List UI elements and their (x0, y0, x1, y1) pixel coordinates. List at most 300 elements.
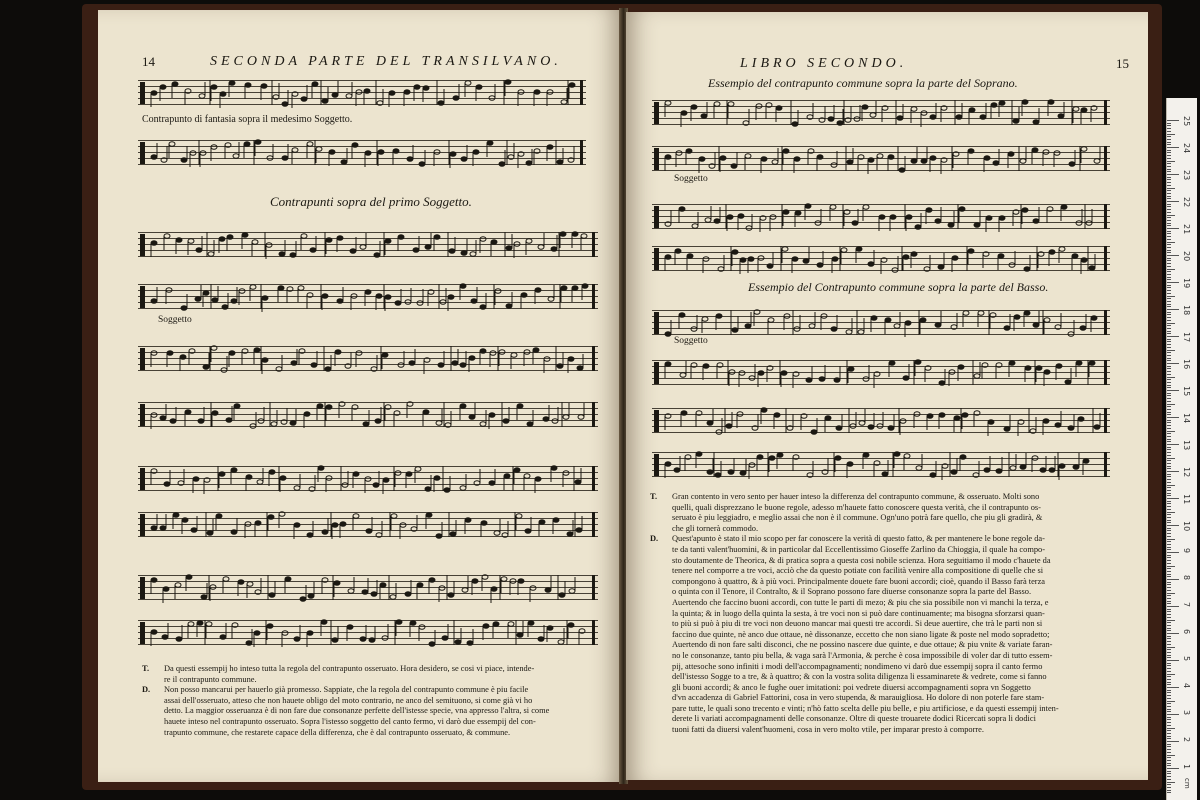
clef-mark (140, 404, 145, 426)
note-head (414, 85, 420, 90)
note-head (424, 358, 430, 363)
note-head (930, 156, 936, 161)
note-head (369, 638, 375, 643)
dialogue-text: Auertendo che faccino buoni accordi, con tutte le parti di mezo; & piu che sia possibile non vi manchi la terza, e (672, 597, 1049, 607)
note-head (1024, 267, 1030, 272)
note-head (1044, 370, 1050, 375)
ruler-minor-tick (1167, 223, 1171, 224)
ruler-minor-tick (1167, 679, 1171, 680)
note-head (405, 300, 411, 305)
note-head (452, 361, 458, 366)
note-head (1032, 456, 1038, 461)
note-head (1008, 152, 1014, 157)
ruler-number: 2 (1182, 737, 1191, 743)
note-head (255, 521, 261, 526)
note-head (356, 90, 362, 95)
note-head (732, 250, 738, 255)
note-head (805, 204, 811, 209)
note-head (703, 257, 709, 262)
dialogue-line (650, 683, 1122, 694)
ruler-minor-tick (1167, 152, 1171, 153)
music-staff (652, 452, 1110, 478)
ruler-minor-tick (1167, 277, 1171, 278)
note-head (801, 414, 807, 419)
speaker-mark: T. (142, 664, 150, 673)
ruler-minor-tick (1167, 185, 1171, 186)
note-head (332, 93, 338, 98)
note-head (181, 158, 187, 163)
note-head (988, 420, 994, 425)
note-head (835, 456, 841, 461)
note-head (175, 583, 181, 588)
note-head (882, 472, 888, 477)
note-head (792, 122, 798, 127)
note-head (238, 580, 244, 585)
note-head (390, 595, 396, 600)
note-head (185, 410, 191, 415)
note-head (162, 635, 168, 640)
note-head (1038, 252, 1044, 257)
note-head (691, 327, 697, 332)
ruler-unit: cm (1183, 778, 1191, 789)
note-head (960, 455, 966, 460)
note-head (191, 528, 197, 533)
heading-soprano: Essempio del contrapunto commune sopra la parte del Soprano. (708, 76, 1018, 90)
music-staff (138, 466, 598, 492)
dialogue-line (142, 728, 608, 739)
note-head (487, 141, 493, 146)
ruler-minor-tick (1167, 274, 1171, 275)
note-head (220, 92, 226, 97)
ruler-minor-tick (1167, 557, 1171, 558)
ruler-minor-tick (1167, 746, 1171, 747)
dialogue-text: Auertendo di non fare salti disconci, che ne possino nascere due quinte, e due ottaue; & piu vnite & variate faran- (672, 640, 1053, 650)
note-head (198, 419, 204, 424)
dialogue-text: sto doutamente de Theorica, & di pratica sopra a questa cosi nobile scienza. Hora seguitiamo il modo c'hauete da (672, 555, 1051, 565)
ruler-minor-tick (1167, 547, 1171, 548)
note-head (489, 96, 495, 101)
ruler-minor-tick (1167, 158, 1171, 159)
note-head (161, 158, 167, 163)
ruler-minor-tick (1167, 296, 1175, 297)
note-head (461, 251, 467, 256)
note-head (774, 413, 780, 418)
note-head (429, 578, 435, 583)
note-head (195, 297, 201, 302)
note-head (234, 404, 240, 409)
note-head (1083, 459, 1089, 464)
note-head (480, 305, 486, 310)
note-head (567, 532, 573, 537)
ruler-minor-tick (1167, 695, 1171, 696)
note-head (382, 636, 388, 641)
note-head (326, 238, 332, 243)
note-head (952, 256, 958, 261)
dialogue-text: compongono à quattro, & à più voci. Principalmente douete fare buoni accordi; cioè, quando il Basso farà terza (672, 576, 1046, 586)
note-head (229, 351, 235, 356)
ruler-minor-tick (1167, 236, 1171, 237)
music-staff (138, 140, 586, 166)
note-head (516, 514, 522, 519)
ruler-number: 24 (1182, 143, 1191, 154)
dialogue-text: te da tanti valent'huomini, & in particolar dal Eccellentissimo Gioseffe Zarlino da Chioggia, il quale ha compo- (672, 544, 1046, 554)
ruler-minor-tick (1167, 706, 1171, 707)
note-head (803, 259, 809, 264)
note-head (526, 161, 532, 166)
note-head (337, 299, 343, 304)
final-bar (580, 80, 583, 105)
ruler-minor-tick (1167, 676, 1171, 677)
note-head (438, 363, 444, 368)
dialogue-line (650, 725, 1122, 736)
note-head (925, 366, 931, 371)
ruler-minor-tick (1167, 506, 1171, 507)
note-head (517, 404, 523, 409)
note-head (426, 513, 432, 518)
note-head (410, 621, 416, 626)
ruler-minor-tick (1167, 347, 1171, 348)
notation (652, 444, 1110, 486)
note-head (533, 348, 539, 353)
ruler-minor-tick (1167, 584, 1171, 585)
note-head (974, 374, 980, 379)
note-head (290, 421, 296, 426)
note-head (212, 411, 218, 416)
note-head (868, 262, 874, 267)
note-head (375, 419, 381, 424)
note-head (568, 357, 574, 362)
note-head (783, 149, 789, 154)
note-head (582, 284, 588, 289)
note-head (806, 378, 812, 383)
note-head (282, 102, 288, 107)
ruler-minor-tick (1167, 398, 1171, 399)
note-head (366, 529, 372, 534)
note-head (374, 253, 380, 258)
note-head (687, 254, 693, 259)
ruler-minor-tick (1167, 220, 1171, 221)
note-head (362, 590, 368, 595)
note-head (793, 372, 799, 377)
ruler-minor-tick (1167, 487, 1171, 488)
dialogue-line (650, 492, 1122, 503)
ruler-minor-tick (1167, 728, 1175, 729)
note-head (490, 351, 496, 356)
ruler-minor-tick (1167, 258, 1171, 259)
dialogue-text: derete li variati accompagnamenti delle consonanze. Oltre di queste trouarete dodici Ricercati sopra li dodici (672, 714, 1036, 724)
note-head (1020, 465, 1026, 470)
note-head (1049, 468, 1055, 473)
ruler-tick (1167, 228, 1179, 229)
ruler-minor-tick (1167, 212, 1171, 213)
ruler-number: 25 (1182, 116, 1191, 127)
speaker-mark: D. (650, 534, 659, 544)
note-head (956, 115, 962, 120)
note-head (220, 635, 226, 640)
ruler-tick (1167, 687, 1179, 688)
ruler-minor-tick (1167, 776, 1171, 777)
note-head (1032, 148, 1038, 153)
ruler-minor-tick (1167, 544, 1171, 545)
note-head (714, 102, 720, 107)
note-head (749, 376, 755, 381)
note-head (732, 328, 738, 333)
note-head (754, 310, 760, 315)
note-head (298, 286, 304, 291)
note-head (376, 533, 382, 538)
ruler-minor-tick (1167, 533, 1171, 534)
ruler-minor-tick (1167, 576, 1171, 577)
note-head (267, 156, 273, 161)
note-head (1091, 106, 1097, 111)
ruler-minor-tick (1167, 177, 1171, 178)
notation (652, 138, 1110, 180)
note-head (185, 89, 191, 94)
ruler-tick (1167, 768, 1179, 769)
note-head (483, 624, 489, 629)
note-head (686, 149, 692, 154)
note-head (679, 207, 685, 212)
ruler-minor-tick (1167, 703, 1171, 704)
ruler-minor-tick (1167, 657, 1171, 658)
ruler-minor-tick (1167, 420, 1171, 421)
note-head (911, 159, 917, 164)
note-head (172, 82, 178, 87)
note-head (308, 594, 314, 599)
note-head (770, 215, 776, 220)
note-head (322, 530, 328, 535)
note-head (1068, 332, 1074, 337)
note-head (885, 318, 891, 323)
ruler-minor-tick (1167, 247, 1171, 248)
note-head (825, 416, 831, 421)
note-head (255, 140, 261, 145)
ruler-tick (1167, 174, 1179, 175)
ruler-minor-tick (1167, 717, 1171, 718)
dialogue-line (142, 675, 608, 686)
note-head (781, 371, 787, 376)
note-head (250, 285, 256, 290)
clef-mark (654, 362, 659, 384)
note-head (740, 258, 746, 263)
ruler-number: 3 (1182, 710, 1191, 716)
ruler-minor-tick (1167, 460, 1171, 461)
left-running-head: SECONDA PARTE DEL TRANSILVANO. (210, 54, 562, 69)
note-head (268, 515, 274, 520)
ruler-minor-tick (1167, 698, 1171, 699)
note-head (239, 289, 245, 294)
ruler-minor-tick (1167, 512, 1175, 513)
note-head (1033, 219, 1039, 224)
note-head (258, 419, 264, 424)
note-head (1048, 100, 1054, 105)
note-head (808, 149, 814, 154)
notation (138, 394, 598, 436)
note-head (1089, 361, 1095, 366)
ruler-minor-tick (1167, 665, 1171, 666)
note-head (233, 154, 239, 159)
ruler-minor-tick (1167, 490, 1171, 491)
note-head (963, 311, 969, 316)
note-head (939, 381, 945, 386)
note-head (761, 408, 767, 413)
note-head (262, 358, 268, 363)
ruler-minor-tick (1167, 682, 1171, 683)
ruler-minor-tick (1167, 528, 1171, 529)
ruler-number: 9 (1182, 548, 1191, 554)
note-head (329, 150, 335, 155)
note-head (959, 207, 965, 212)
note-head (728, 470, 734, 475)
ruler-minor-tick (1167, 522, 1171, 523)
note-head (831, 327, 837, 332)
note-head (551, 466, 557, 471)
note-head (407, 157, 413, 162)
ruler-tick (1167, 120, 1179, 121)
note-head (681, 111, 687, 116)
note-head (702, 317, 708, 322)
note-head (665, 332, 671, 337)
note-head (889, 361, 895, 366)
note-head (373, 483, 379, 488)
ruler-minor-tick (1167, 341, 1171, 342)
note-head (534, 149, 540, 154)
note-head (232, 623, 238, 628)
ruler-minor-tick (1167, 568, 1171, 569)
note-head (547, 145, 553, 150)
note-head (462, 588, 468, 593)
note-head (460, 284, 466, 289)
ruler-minor-tick (1167, 171, 1171, 172)
music-staff (652, 100, 1110, 126)
note-head (904, 454, 910, 459)
note-head (990, 313, 996, 318)
caption-fantasia: Contrapunto di fantasia sopra il medesimo Soggetto. (142, 114, 353, 125)
note-head (326, 476, 332, 481)
note-head (518, 90, 524, 95)
note-head (807, 115, 813, 120)
ruler-tick (1167, 390, 1179, 391)
note-head (1080, 326, 1086, 331)
note-head (930, 473, 936, 478)
note-head (999, 101, 1005, 106)
note-head (705, 218, 711, 223)
note-head (294, 637, 300, 642)
dialogue-text: Quest'apunto è stato il mio scopo per far conoscere la verità di questo fatto, & per mantenere le bone regole da- (672, 534, 1045, 544)
note-head (151, 91, 157, 96)
ruler-minor-tick (1167, 555, 1171, 556)
note-head (242, 233, 248, 238)
ruler-minor-tick (1167, 601, 1171, 602)
note-head (201, 595, 207, 600)
note-head (841, 248, 847, 253)
notation (138, 612, 598, 654)
dialogue-text: tuoni fatti da diuersi valent'huomeni, cosa in vero molto vtile, per imparar presto à comporre. (672, 725, 984, 735)
ruler-minor-tick (1167, 263, 1171, 264)
ruler-minor-tick (1167, 266, 1171, 267)
note-head (1054, 151, 1060, 156)
note-head (692, 224, 698, 229)
note-head (279, 512, 285, 517)
note-head (291, 361, 297, 366)
note-head (903, 255, 909, 260)
note-head (870, 113, 876, 118)
note-head (557, 364, 563, 369)
ruler-minor-tick (1167, 404, 1175, 405)
note-head (1081, 108, 1087, 113)
ruler-tick (1167, 498, 1179, 499)
note-head (371, 367, 377, 372)
note-head (208, 252, 214, 257)
ruler-minor-tick (1167, 320, 1171, 321)
final-bar (592, 346, 595, 371)
ruler-minor-tick (1167, 603, 1171, 604)
note-head (294, 523, 300, 528)
ruler-number: 6 (1182, 629, 1191, 635)
heading-contrapunti: Contrapunti sopra del primo Soggetto. (270, 194, 472, 209)
note-head (1036, 366, 1042, 371)
note-head (758, 256, 764, 261)
final-bar (1104, 452, 1107, 477)
note-head (471, 299, 477, 304)
note-head (352, 405, 358, 410)
ruler-number: 10 (1182, 521, 1191, 532)
final-bar (1104, 360, 1107, 385)
ruler-minor-tick (1167, 196, 1171, 197)
note-head (968, 249, 974, 254)
note-head (560, 232, 566, 237)
note-head (739, 371, 745, 376)
dialogue-line (650, 704, 1122, 715)
note-head (1056, 364, 1062, 369)
ruler-minor-tick (1167, 301, 1171, 302)
dialogue-line (650, 714, 1122, 725)
clef-mark (654, 312, 659, 334)
ruler-minor-tick (1167, 250, 1171, 251)
note-head (445, 423, 451, 428)
ruler-tick (1167, 309, 1179, 310)
ruler-minor-tick (1167, 730, 1171, 731)
ruler-minor-tick (1167, 350, 1175, 351)
note-head (364, 89, 370, 94)
ruler-minor-tick (1167, 466, 1171, 467)
note-head (322, 578, 328, 583)
note-head (312, 82, 318, 87)
note-head (1076, 361, 1082, 366)
dialogue-line (650, 662, 1122, 673)
note-head (1089, 266, 1095, 271)
ruler-tick (1167, 336, 1179, 337)
note-head (821, 314, 827, 319)
note-head (216, 514, 222, 519)
note-head (517, 633, 523, 638)
note-head (151, 526, 157, 531)
note-head (395, 301, 401, 306)
dialogue-line (650, 609, 1122, 620)
note-head (745, 154, 751, 159)
note-head (469, 415, 475, 420)
ruler-minor-tick (1167, 252, 1171, 253)
note-head (761, 157, 767, 162)
note-head (999, 216, 1005, 221)
ruler-minor-tick (1167, 571, 1171, 572)
ruler-minor-tick (1167, 325, 1171, 326)
note-head (287, 287, 293, 292)
note-head (409, 361, 415, 366)
note-head (862, 105, 868, 110)
note-head (757, 455, 763, 460)
note-head (1010, 466, 1016, 471)
